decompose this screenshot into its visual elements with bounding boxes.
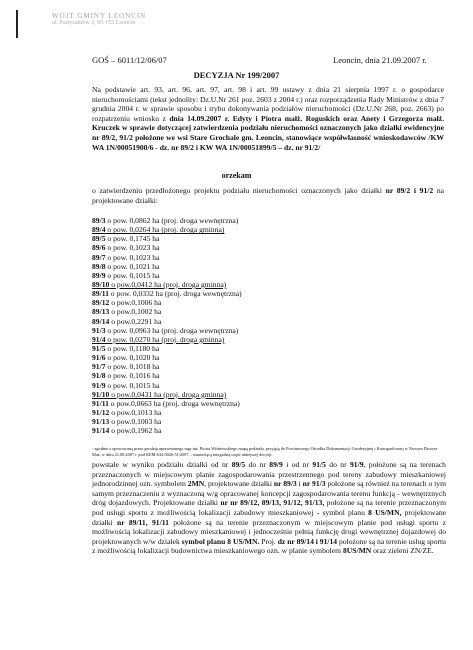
- zoning-text: i od nr: [282, 460, 313, 469]
- parcel-area: o pow.0,1002 ha: [109, 307, 162, 317]
- parcel-number: 91/6: [92, 353, 106, 363]
- parcel-row: [92, 390, 242, 399]
- parcel-area: o pow.0,0663 ha: [108, 398, 163, 408]
- parcel-row: [92, 362, 242, 371]
- zoning-bold: nr 89/3: [273, 479, 297, 489]
- parcel-area: o pow. 0,1023 ha: [105, 243, 160, 253]
- parcel-row: [92, 307, 242, 316]
- parcel-row: [92, 253, 242, 262]
- parcel-row: [92, 353, 242, 362]
- zoning-text: położone są na terenie przeznaczonym w miejscowym planie pod usługi sportu z możliwością lokalizacji zabudowy mieszkaniowej i jednocześnie pełnią funkcję drogi wewnętrznej dojazdowej do projektowanych w/w działek: [92, 517, 446, 546]
- parcel-area: o pow. 0,0963 ha: [105, 325, 162, 335]
- parcel-row: [92, 243, 242, 252]
- parcel-number: 89/9: [92, 270, 106, 280]
- place-date: Leoncin, dnia 21.09.2007 r.: [333, 55, 427, 65]
- approval-text-end: na projektowane działki:: [92, 186, 444, 205]
- parcel-row: [92, 371, 242, 380]
- parcel-number: 91/4: [92, 334, 106, 344]
- parcel-number: 89/12: [92, 298, 110, 308]
- parcel-area: o pow. 0,1021 ha: [105, 261, 160, 271]
- zoning-bold: 8 US/MN,: [368, 507, 402, 517]
- parcel-area: o pow.0,1006 ha: [109, 298, 162, 308]
- parcel-area: o pow. 0,0332 ha: [108, 289, 165, 299]
- zoning-bold: dz nr 89/14 i 91/14: [277, 536, 338, 546]
- parcel-number: 91/9: [92, 380, 106, 390]
- zoning-bold: 91/5: [312, 460, 326, 469]
- legal-basis-text: Na podstawie art. 93, art. 96, art. 97, art. 98 i art. 99 ustawy z dnia 21 sierpnia 1997 r. o gospodarce nieruchomościami (tekst jednolity: Dz.U.Nr 261 poz. 2603 z 2004 r.) oraz rozporządzenia Rady Ministrów z dnia 7 grudnia 2004 r. w sprawie sposobu i trybu dokonywania podziałów nieruchomości (Dz.U.Nr 268, poz. 2663) po rozpatrzeniu wniosku z: [92, 85, 444, 123]
- zoning-text: , projektowane działki: [204, 479, 274, 489]
- parcel-row: [92, 317, 242, 326]
- legal-basis-paragraph: [92, 85, 444, 152]
- zoning-bold: nr 91/3: [302, 479, 326, 489]
- parcel-number: 89/11: [92, 289, 109, 299]
- parcel-number: 91/14: [92, 426, 110, 436]
- parcel-area: o pow. 0,1016 ha: [105, 371, 160, 381]
- parcel-row: [92, 289, 242, 298]
- parcel-area: o pow.0,2291 ha: [109, 316, 162, 326]
- parcel-area: o pow. 0,1020 ha: [105, 353, 160, 363]
- parcel-number: 89/10: [92, 279, 110, 289]
- zoning-bold: 89/9: [269, 460, 283, 469]
- parcel-number: 89/4: [92, 225, 106, 235]
- zoning-bold: 91/9: [349, 460, 364, 469]
- parcel-row: [92, 280, 242, 289]
- zoning-text: projektowane działki: [92, 507, 447, 527]
- parcel-row: [92, 344, 242, 353]
- parcel-number: 89/7: [92, 252, 106, 262]
- case-signature: GOŚ – 6011/12/06/07: [92, 55, 167, 65]
- zoning-bold: 89/5: [231, 460, 246, 469]
- parcel-number: 89/3: [92, 216, 106, 225]
- zoning-text: położone są na terenie przeznaczonym pod usługi sportu z możliwością lokalizacji zabudowy mieszkaniowej - symbol planu: [92, 498, 446, 517]
- parcel-area: o pow. 0,1745 ha: [105, 234, 160, 244]
- zoning-text: położone są również na terenach o tym samym przeznaczeniu z wyznaczoną w/g opracowanej koncepcji zagospodarowania terenu funkcją - wewnętrznych dróg dojazdowych. Projektowane działki: [92, 479, 447, 508]
- zoning-bold: nr 89/11, 91/11: [117, 517, 169, 527]
- parcel-number: 89/8: [92, 261, 106, 271]
- parcel-area: o pow.0,1013 ha: [109, 407, 162, 417]
- parcel-number: 91/7: [92, 362, 106, 372]
- parcel-row: [92, 326, 242, 335]
- parcel-number: 91/3: [92, 325, 106, 335]
- parcel-note: (proj. droga wewnętrzna): [162, 398, 240, 408]
- zoning-text: i: [296, 479, 303, 489]
- parcel-area: o pow. 0,1180 ha: [105, 343, 160, 353]
- zoning-text: położone są na terenie usług sportu z możliwością lokalizacji budownictwa mieszkaniowego ozn. w planie symbolem: [92, 536, 446, 556]
- parcel-row: [92, 381, 242, 390]
- parcel-area: o pow.0,0412 ha: [109, 279, 164, 289]
- parcel-number: 91/5: [92, 343, 106, 353]
- parcel-note: (proj. droga wewnętrzna): [161, 325, 239, 335]
- map-footnote: - zgodnie z opracowaną przez geodetę uprawnionego mgr inż. Piotra Wiśniewskiego mapą podziału, przyjętą do Powiatowego Ośrodka Dokumentacji Geodezyjnej i Kartograficznej w Nowym Dworze Maz. w dniu 21.08.2007 r. pod KEM-632.0026-51/2007 – stanowiącą integralną część niniejszej decyzji.: [92, 446, 438, 457]
- parcel-number: 89/14: [92, 316, 110, 326]
- zoning-bold: 2MN: [187, 479, 205, 489]
- zoning-text: oraz zieleni ZN/ZE.: [371, 546, 434, 556]
- parcel-area: o pow. 0,1015 ha: [105, 270, 160, 280]
- parcel-row: [92, 216, 242, 225]
- parcel-area: o pow. 0,1018 ha: [105, 362, 160, 372]
- parcel-row: [92, 335, 242, 344]
- parcel-area: o pow. 0,1015 ha: [105, 380, 160, 390]
- parcel-note: (proj. droga gminna): [163, 389, 227, 399]
- parcel-number: 91/13: [92, 417, 110, 427]
- parcel-note: (proj. droga wewnętrzna): [161, 216, 239, 225]
- parcel-number: 89/13: [92, 307, 110, 317]
- zoning-text: powstałe w wyniku podziału działki od nr: [92, 460, 232, 469]
- parcel-row: [92, 399, 242, 408]
- parcel-row: [92, 417, 242, 426]
- parcel-number: 91/10: [92, 389, 110, 399]
- zoning-paragraph: [92, 460, 446, 556]
- application-details: dnia 14.09.2007 r. Edyty i Piotra małż. Roguskich oraz Anety i Grzegorza małż. Kruczek w sprawie dotyczącej zatwierdzenia podziału nieruchomości oznaczonych jako działki ewidencyjne nr 89/2, 91/2 położone we wsi Stare Grochale gm. Leoncin, stanowiące współwłasność wnioskodawców /KW WA 1N/00051900/6 - dz. nr 89/2 i KW WA 1N/00051899/5 – dz. nr 91/2/: [92, 113, 445, 152]
- parcel-row: [92, 262, 242, 271]
- approval-paragraph: [92, 186, 444, 205]
- decision-heading: orzekam: [221, 171, 252, 180]
- stamp-line-2: ul. Partyzantów 3, 05-155 Leoncin: [52, 20, 136, 26]
- parcel-area: o pow. 0,0862 ha: [105, 216, 162, 225]
- parcel-area: o pow. 0,1023 ha: [105, 252, 160, 262]
- parcel-area: o pow.0,1003 ha: [109, 417, 162, 427]
- parcel-area: o pow. 0,0264 ha: [105, 225, 162, 235]
- parcel-number: 91/11: [92, 398, 109, 408]
- zoning-text: do nr: [325, 460, 350, 469]
- zoning-text: , położone są na terenach przeznaczonych w miejscowym planie zagospodarowania przestrzennego pod tereny zabudowy mieszkaniowej jednorodzinnej ozn. symbolem: [92, 460, 446, 489]
- approval-parcels: nr 89/2 i 91/2: [385, 186, 434, 195]
- parcel-number: 89/6: [92, 243, 106, 253]
- parcel-note: (proj. droga wewnętrzna): [164, 289, 242, 299]
- zoning-text: do nr: [245, 460, 270, 469]
- parcel-area: o pow. 0,0270 ha: [105, 334, 162, 344]
- zoning-bold: 8US/MN: [342, 546, 372, 556]
- zoning-text: Proj.: [259, 536, 278, 546]
- parcel-area: o pow.0,1962 ha: [109, 426, 162, 436]
- zoning-bold: symbol planu 8 US/MN.: [181, 536, 260, 546]
- office-stamp: [52, 12, 162, 36]
- parcel-note: (proj. droga gminna): [161, 334, 225, 344]
- parcel-row: [92, 225, 242, 234]
- parcel-area: o pow.0,0431 ha: [109, 389, 164, 399]
- parcel-list: [92, 216, 242, 435]
- parcel-row: [92, 426, 242, 435]
- parcel-row: [92, 298, 242, 307]
- parcel-number: 91/8: [92, 371, 106, 381]
- parcel-number: 91/12: [92, 407, 110, 417]
- parcel-row: [92, 234, 242, 243]
- parcel-row: [92, 408, 242, 417]
- parcel-note: (proj. droga gminna): [161, 225, 225, 235]
- margin-line: [16, 10, 18, 38]
- parcel-row: [92, 271, 242, 280]
- stamp-line-1: WÓJT GMINY LEONCIN: [52, 12, 147, 20]
- parcel-number: 89/5: [92, 234, 106, 244]
- zoning-bold: nr nr 89/12, 89/13, 91/12, 91/13,: [220, 498, 325, 508]
- parcel-note: (proj. droga gminna): [163, 279, 227, 289]
- document-title: DECYZJA Nr 199/2007: [193, 70, 280, 80]
- approval-text: o zatwierdzeniu przedłożonego projektu podziału nieruchomości oznaczonych jako działki: [92, 186, 386, 195]
